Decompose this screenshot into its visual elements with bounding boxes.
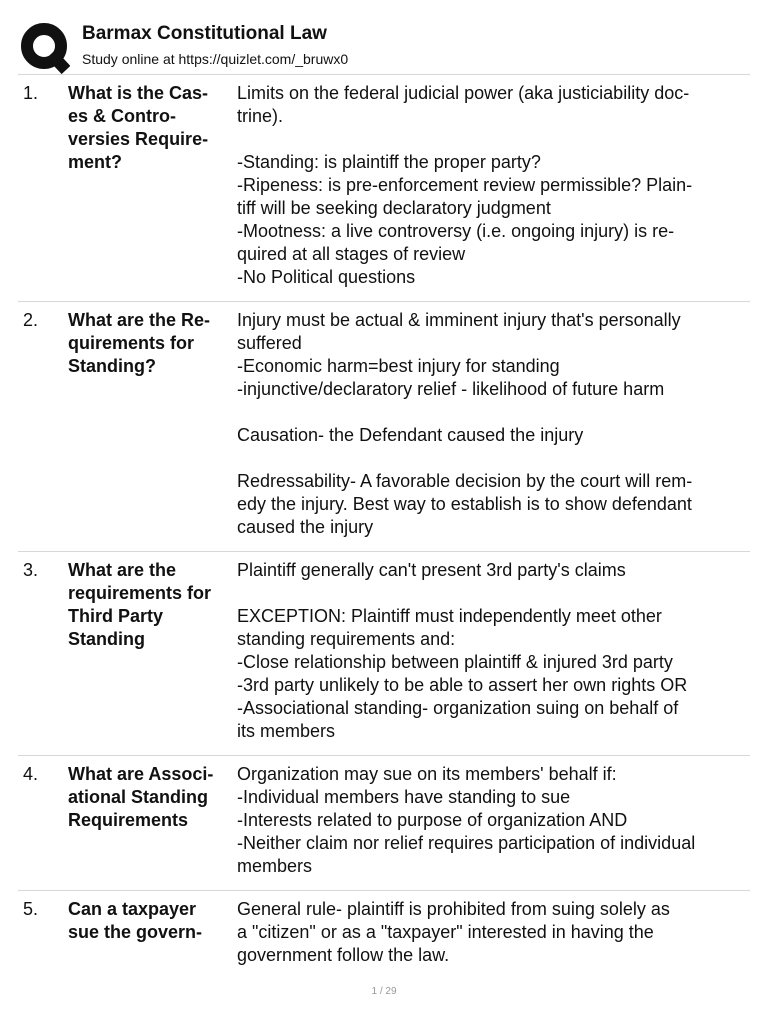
card-term-line: What are the Re- <box>68 310 211 330</box>
study-online-link[interactable]: Study online at https://quizlet.com/_bruwx0 <box>82 51 349 67</box>
card-definition-line: its members <box>237 721 336 741</box>
card-term <box>68 309 230 378</box>
page-number: 1 / 29 <box>371 986 397 997</box>
card-definition-line: government follow the law. <box>237 945 450 965</box>
quizlet-logo-icon <box>20 20 70 74</box>
card-term-line: Third Party <box>68 606 164 626</box>
card-definition-line: EXCEPTION: Plaintiff must independently meet other <box>237 606 662 626</box>
card-definition-line: Redressability- A favorable decision by the court will rem- <box>237 471 693 491</box>
card-definition-line: -Economic harm=best injury for standing <box>237 356 560 376</box>
card-definition-line: -Close relationship between plaintiff & injured 3rd party <box>237 652 673 672</box>
card-definition <box>237 82 750 289</box>
card-definition-line <box>237 401 750 424</box>
card-definition <box>237 763 750 878</box>
card-definition-line: standing requirements and: <box>237 629 456 649</box>
card-term-line: Standing? <box>68 356 156 376</box>
card-definition-line: quired at all stages of review <box>237 244 466 264</box>
card-term-line: What is the Cas- <box>68 83 209 103</box>
card-definition-line: caused the injury <box>237 517 374 537</box>
card-definition-line: trine). <box>237 106 284 126</box>
card-definition-line: members <box>237 856 313 876</box>
card-definition-line: General rule- plaintiff is prohibited from suing solely as <box>237 899 670 919</box>
flashcard-row <box>18 74 750 301</box>
card-definition-line: -Neither claim nor relief requires participation of individual <box>237 833 696 853</box>
card-definition-line: -3rd party unlikely to be able to assert her own rights OR <box>237 675 688 695</box>
card-definition-line: Plaintiff generally can't present 3rd party's claims <box>237 560 626 580</box>
card-definition <box>237 898 750 967</box>
card-definition-line: Causation- the Defendant caused the injury <box>237 425 584 445</box>
card-definition-line: tiff will be seeking declaratory judgment <box>237 198 551 218</box>
flashcard-row <box>18 890 750 979</box>
card-term-line: Requirements <box>68 810 189 830</box>
card-number: 4. <box>23 764 39 784</box>
document-header <box>20 18 760 72</box>
card-definition-line <box>237 447 750 470</box>
card-number: 5. <box>23 899 39 919</box>
card-term-line: What are Associ- <box>68 764 214 784</box>
card-term-line: es & Contro- <box>68 106 176 126</box>
card-term <box>68 763 230 832</box>
card-definition-line: Limits on the federal judicial power (aka justiciability doc- <box>237 83 690 103</box>
card-term-line: ment? <box>68 152 122 172</box>
card-definition-line: -No Political questions <box>237 267 416 287</box>
card-definition-line: -Interests related to purpose of organization AND <box>237 810 628 830</box>
flashcard-list <box>18 74 750 979</box>
card-definition-line: a "citizen" or as a "taxpayer" interested in having the <box>237 922 654 942</box>
card-term-line: Standing <box>68 629 145 649</box>
card-definition <box>237 559 750 743</box>
card-term-line: versies Require- <box>68 129 209 149</box>
card-definition-line: Organization may sue on its members' behalf if: <box>237 764 617 784</box>
document-title: Barmax Constitutional Law <box>82 23 327 44</box>
card-number: 2. <box>23 310 39 330</box>
card-definition-line: -Individual members have standing to sue <box>237 787 571 807</box>
card-term-line: ational Standing <box>68 787 209 807</box>
card-term <box>68 559 230 651</box>
card-definition-line: -Associational standing- organization suing on behalf of <box>237 698 679 718</box>
card-term <box>68 898 230 944</box>
flashcard-row <box>18 755 750 890</box>
card-definition-line: -Mootness: a live controversy (i.e. ongoing injury) is re- <box>237 221 675 241</box>
flashcard-row <box>18 551 750 755</box>
card-definition-line: suffered <box>237 333 302 353</box>
card-definition-line: -injunctive/declaratory relief - likelihood of future harm <box>237 379 665 399</box>
card-term-line: sue the govern- <box>68 922 203 942</box>
card-term-line: quirements for <box>68 333 195 353</box>
card-number: 1. <box>23 83 39 103</box>
card-term-line: What are the <box>68 560 177 580</box>
flashcard-row <box>18 301 750 551</box>
card-definition-line: Injury must be actual & imminent injury that's personally <box>237 310 681 330</box>
card-definition-line: -Ripeness: is pre-enforcement review permissible? Plain- <box>237 175 693 195</box>
card-definition-line <box>237 582 750 605</box>
card-definition-line: -Standing: is plaintiff the proper party? <box>237 152 541 172</box>
card-term <box>68 82 230 174</box>
card-term-line: Can a taxpayer <box>68 899 197 919</box>
card-term-line: requirements for <box>68 583 212 603</box>
card-number: 3. <box>23 560 39 580</box>
card-definition <box>237 309 750 539</box>
card-definition-line <box>237 128 750 151</box>
card-definition-line: edy the injury. Best way to establish is to show defendant <box>237 494 692 514</box>
